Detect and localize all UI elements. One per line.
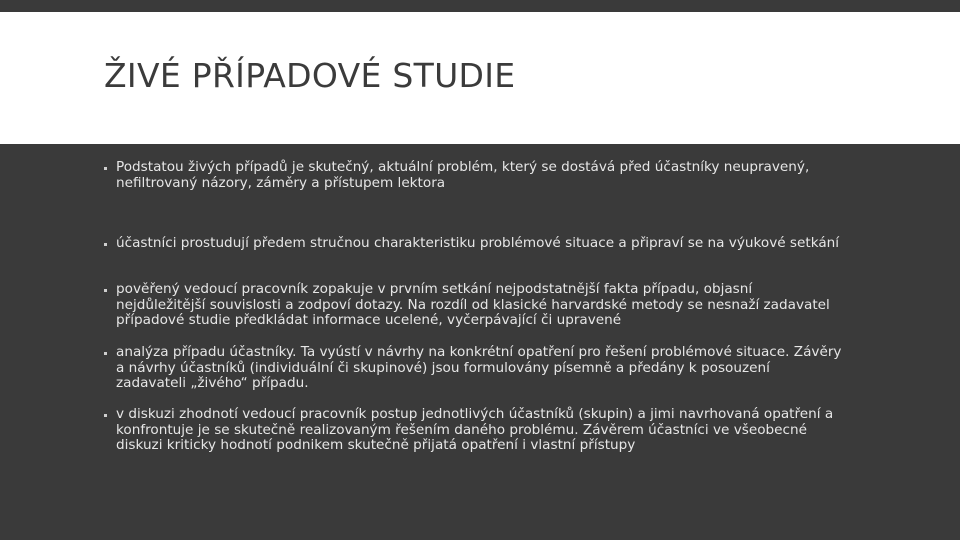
bullet-item <box>104 236 844 252</box>
slide-title: ŽIVÉ PŘÍPADOVÉ STUDIE <box>104 56 516 95</box>
top-strip <box>0 0 960 12</box>
bullet-text: analýza případu účastníky. Ta vyústí v návrhy na konkrétní opatření pro řešení problémové situace. Závěry a návrhy účastníků (individuální či skupinové) jsou formulovány písemně a předány k posouzení zadavateli „živého“ případu. <box>116 344 842 392</box>
bullet-text: Podstatou živých případů je skutečný, aktuální problém, který se dostává před účastníky neupravený, nefiltrovaný názory, záměry a přístupem lektora <box>116 159 810 191</box>
bullet-item <box>104 282 844 329</box>
content-area <box>0 144 960 540</box>
bullet-marker-icon <box>104 167 107 170</box>
bullet-item <box>104 160 844 191</box>
bullet-item <box>104 407 844 454</box>
bullet-text: účastníci prostudují předem stručnou charakteristiku problémové situace a připraví se na výukové setkání <box>116 235 840 251</box>
bullet-marker-icon <box>104 414 107 417</box>
title-band <box>0 12 960 144</box>
bullet-marker-icon <box>104 243 107 246</box>
bullet-marker-icon <box>104 352 107 355</box>
bullet-text: pověřený vedoucí pracovník zopakuje v prvním setkání nejpodstatnější fakta případu, objasní nejdůležitější souvislosti a zodpoví dotazy. Na rozdíl od klasické harvardské metody se nesnaží zadavatel případové studie předkládat informace ucelené, vyčerpávající či upravené <box>116 281 830 329</box>
bullet-item <box>104 345 844 392</box>
bullet-text: v diskuzi zhodnotí vedoucí pracovník postup jednotlivých účastníků (skupin) a jimi navrhovaná opatření a konfrontuje je se skutečně realizovaným řešením daného problému. Závěrem účastníci ve všeobecné diskuzi kriticky hodnotí podnikem skutečně přijatá opatření i vlastní přístupy <box>116 406 834 454</box>
bullet-marker-icon <box>104 289 107 292</box>
